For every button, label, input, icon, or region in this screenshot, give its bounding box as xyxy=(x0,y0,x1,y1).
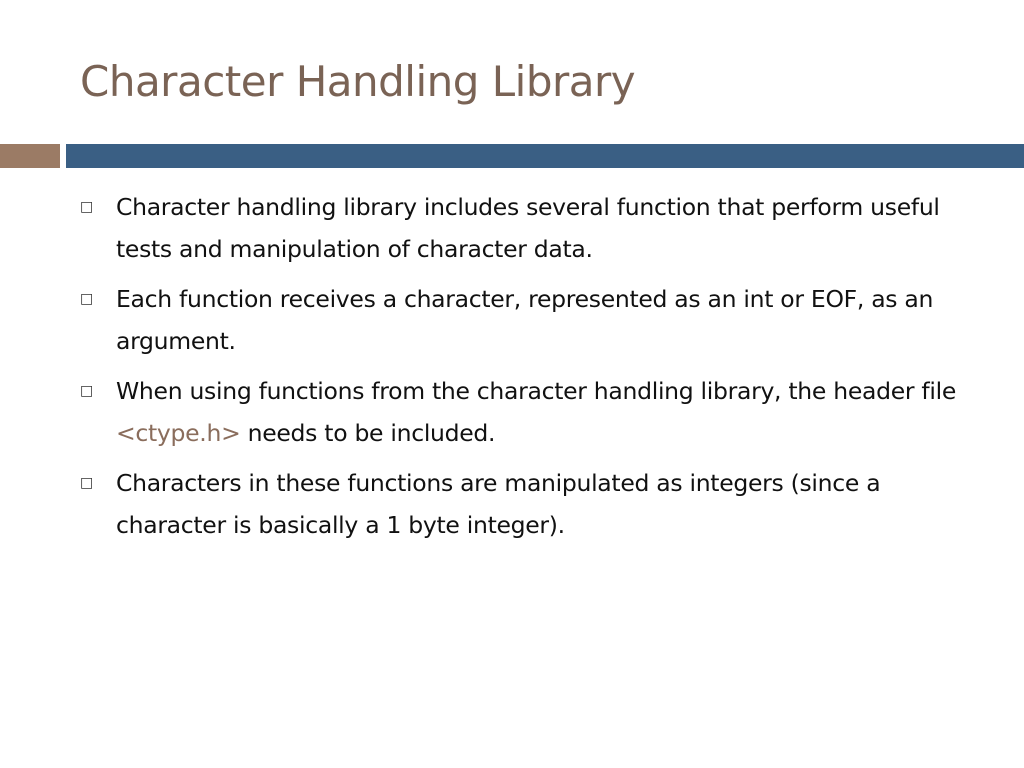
bullet-list xyxy=(80,186,990,554)
title-divider-bar xyxy=(66,144,1024,168)
bullet-text: Each function receives a character, represented as an int or EOF, as an argument. xyxy=(116,285,934,355)
bullet-text xyxy=(116,370,990,454)
bullet-item xyxy=(80,186,990,270)
slide-title: Character Handling Library xyxy=(80,57,636,106)
header-file-name: <ctype.h> xyxy=(116,419,241,447)
square-bullet-icon: □ xyxy=(80,475,94,491)
bullet-text: Character handling library includes several function that perform useful tests and manipulation of character data. xyxy=(116,193,940,263)
bullet-text-pre: When using functions from the character handling library, the header file xyxy=(116,377,956,405)
square-bullet-icon: □ xyxy=(80,383,94,399)
bullet-item xyxy=(80,278,990,362)
title-accent-bar xyxy=(0,144,60,168)
bullet-item xyxy=(80,370,990,454)
bullet-item xyxy=(80,462,990,546)
bullet-text-post: needs to be included. xyxy=(240,419,496,447)
square-bullet-icon: □ xyxy=(80,199,94,215)
square-bullet-icon: □ xyxy=(80,291,94,307)
bullet-text: Characters in these functions are manipulated as integers (since a character is basically a 1 byte integer). xyxy=(116,469,881,539)
